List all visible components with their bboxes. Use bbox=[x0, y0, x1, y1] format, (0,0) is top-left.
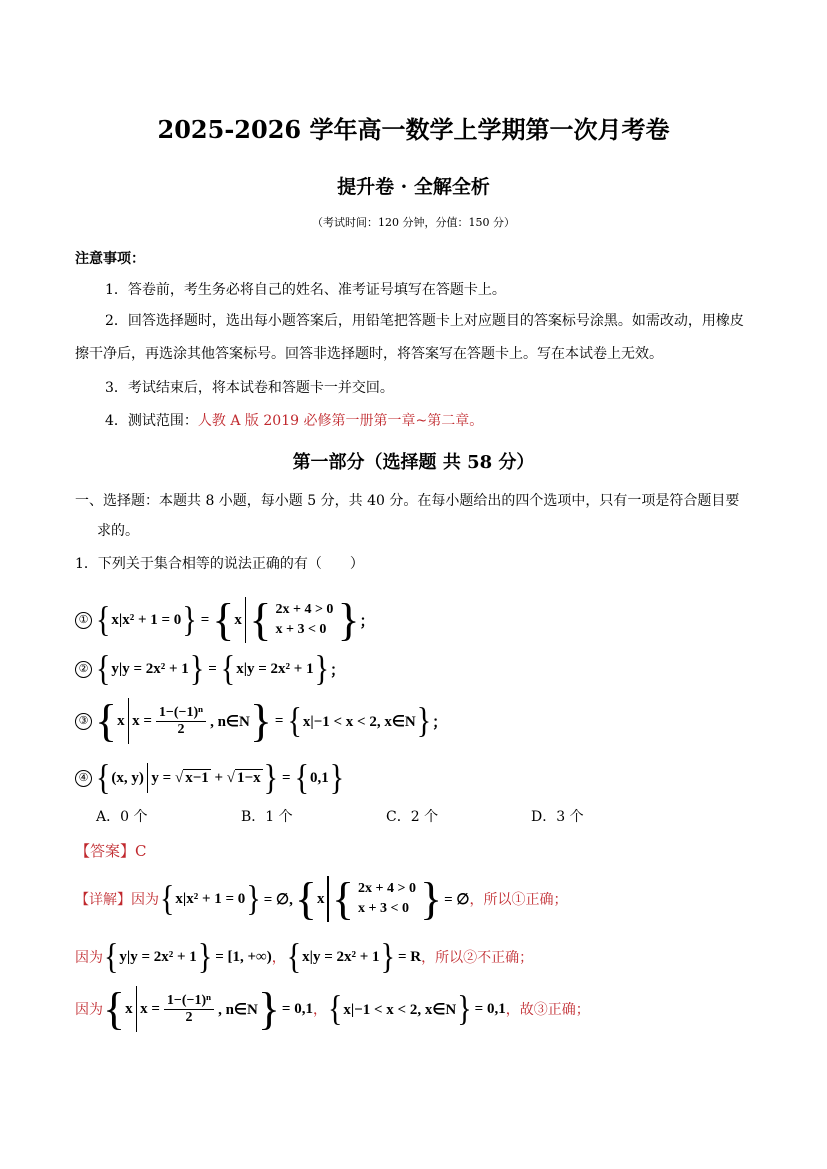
expl-set: x|y = 2x² + 1 bbox=[302, 948, 380, 965]
sys-bottom: x + 3 < 0 bbox=[358, 901, 409, 916]
equals: = bbox=[208, 660, 217, 677]
set-lhs: y|y = 2x² + 1 bbox=[111, 660, 189, 677]
expl-text: ，故③正确； bbox=[505, 1002, 590, 1018]
page-subtitle: 提升卷 · 全解全析 bbox=[337, 176, 490, 198]
expl-set: x|x² + 1 = 0 bbox=[175, 890, 246, 907]
instruction-line: 求的。 bbox=[97, 523, 139, 539]
equals: = bbox=[282, 769, 291, 786]
set-rhs: 0,1 bbox=[309, 769, 329, 786]
expl-set: y|y = 2x² + 1 bbox=[119, 948, 197, 965]
frac-den: 2 bbox=[185, 1009, 193, 1025]
expl-eq: = [1, +∞) bbox=[215, 948, 272, 965]
statement-number: ② bbox=[75, 661, 92, 678]
instruction bbox=[75, 486, 755, 546]
set-rhs: x|y = 2x² + 1 bbox=[236, 660, 314, 677]
scope-label: 4．测试范围： bbox=[105, 413, 198, 429]
expl-text: 因为 bbox=[75, 950, 103, 966]
expl-set: x|−1 < x < 2, x∈N bbox=[343, 1001, 457, 1018]
sqrt-term: x−1 bbox=[185, 770, 209, 786]
expl-math: { y|y = 2x² + 1 } = [1, +∞) bbox=[104, 936, 272, 977]
answer: 【答案】C bbox=[75, 842, 147, 860]
instruction-line: 一、选择题：本题共 8 小题，每小题 5 分，共 40 分。在每小题给出的四个选项中，只有一项是符合题目要 bbox=[75, 493, 740, 509]
explanation-line-1 bbox=[75, 873, 568, 924]
page-title: 2025-2026 学年高一数学上学期第一次月考卷 bbox=[157, 115, 670, 144]
answer-choices bbox=[96, 806, 696, 826]
note-item: 1．答卷前，考生务必将自己的姓名、准考证号填写在答题卡上。 bbox=[105, 282, 506, 298]
inequality-system bbox=[275, 600, 333, 640]
sys-top: 2x + 4 > 0 bbox=[358, 881, 416, 896]
frac-num: 1−(−1)ⁿ bbox=[156, 705, 206, 722]
choice-c: C．2 个 bbox=[386, 809, 439, 825]
explanation-line-3 bbox=[75, 983, 590, 1034]
expl-tail: , n∈N bbox=[218, 1001, 258, 1018]
lhs-tail: , n∈N bbox=[210, 713, 250, 730]
expl-text: ，所以②不正确； bbox=[421, 950, 534, 966]
expl-text: ， bbox=[271, 950, 286, 966]
expl-sys bbox=[358, 879, 416, 919]
expl-eq: = ∅ bbox=[444, 891, 470, 908]
statement-3: ③ { x x = $\frac{\text{1−(−1)ⁿ}}{2}$ , n∈N } = { x|−1 < x < 2, x∈N } ； bbox=[75, 698, 447, 744]
expl-text: 因为 bbox=[75, 1002, 103, 1018]
expl-eq: = ∅, bbox=[263, 891, 293, 908]
expl-math: { x|x² + 1 = 0 } = ∅, { x { 2x + 4 > 0 x + 3 < 0 } = ∅ bbox=[160, 873, 470, 924]
fraction bbox=[164, 993, 214, 1026]
expl-math: { x|−1 < x < 2, x∈N } = 0,1 bbox=[327, 988, 506, 1029]
note-scope bbox=[75, 405, 755, 438]
explanation-line-2 bbox=[75, 936, 534, 977]
statement-2: ② { y|y = 2x² + 1 } = { x|y = 2x² + 1 } ； bbox=[75, 654, 345, 684]
statement-number: ③ bbox=[75, 713, 92, 730]
expl-text: 因为 bbox=[131, 892, 159, 908]
exam-info: （考试时间：120 分钟，分值：150 分） bbox=[312, 216, 515, 229]
fraction bbox=[156, 705, 206, 738]
choice-b: B．1 个 bbox=[241, 809, 293, 825]
section-heading: 第一部分（选择题 共 58 分） bbox=[292, 452, 535, 473]
scope-value: 人教 A 版 2019 必修第一册第一章~第二章。 bbox=[197, 413, 484, 429]
expl-math: { x|y = 2x² + 1 } = R bbox=[286, 936, 422, 977]
question-stem: 1．下列关于集合相等的说法正确的有（ ） bbox=[75, 556, 364, 572]
statement-1: ① { x|x² + 1 = 0 } = { x { 2x + 4 > 0 x + 3 < 0 } ； bbox=[75, 597, 375, 643]
tail: ； bbox=[359, 613, 375, 630]
equals: = bbox=[274, 712, 284, 729]
sys-bottom: x + 3 < 0 bbox=[275, 622, 327, 637]
frac-num: 1−(−1)ⁿ bbox=[164, 993, 214, 1010]
sqrt-term: 1−x bbox=[237, 770, 261, 786]
frac-den: 2 bbox=[177, 721, 185, 737]
explanation-label: 【详解】 bbox=[75, 892, 131, 908]
expl-eq: = 0,1 bbox=[474, 1000, 506, 1017]
statement-number: ① bbox=[75, 612, 92, 629]
choice-a: A．0 个 bbox=[96, 809, 148, 825]
note-item: 3．考试结束后，将本试卷和答题卡一并交回。 bbox=[105, 380, 394, 396]
expl-text: ， bbox=[312, 1002, 327, 1018]
tail: ； bbox=[330, 662, 346, 679]
tail: ； bbox=[432, 714, 448, 731]
notes-heading: 注意事项： bbox=[75, 251, 145, 267]
expl-eq: = 0,1 bbox=[281, 1000, 313, 1017]
expl-math: { x x = $\frac{\text{1−(−1)ⁿ}}{2}$ , n∈N } = 0,1 bbox=[103, 983, 313, 1034]
set-lhs: x|x² + 1 = 0 bbox=[111, 611, 182, 628]
expl-eq: = R bbox=[397, 948, 422, 965]
set-rhs: x|−1 < x < 2, x∈N bbox=[302, 713, 416, 730]
equals: = bbox=[200, 611, 210, 628]
note-item: 2．回答选择题时，选出每小题答案后，用铅笔把答题卡上对应题目的答案标号涂黑。如需改动，用橡皮擦干净后，再选涂其他答案标号。回答非选择题时，将答案写在答题卡上。写在本试卷上无效。 bbox=[75, 313, 744, 362]
statement-4: ④ { (x, y) y = √ x−1 + √ 1−x } = { 0,1 } bbox=[75, 763, 345, 793]
sys-top: 2x + 4 > 0 bbox=[275, 602, 334, 617]
statement-number: ④ bbox=[75, 770, 92, 787]
expl-text: ，所以①正确； bbox=[469, 892, 568, 908]
choice-d: D．3 个 bbox=[531, 809, 584, 825]
